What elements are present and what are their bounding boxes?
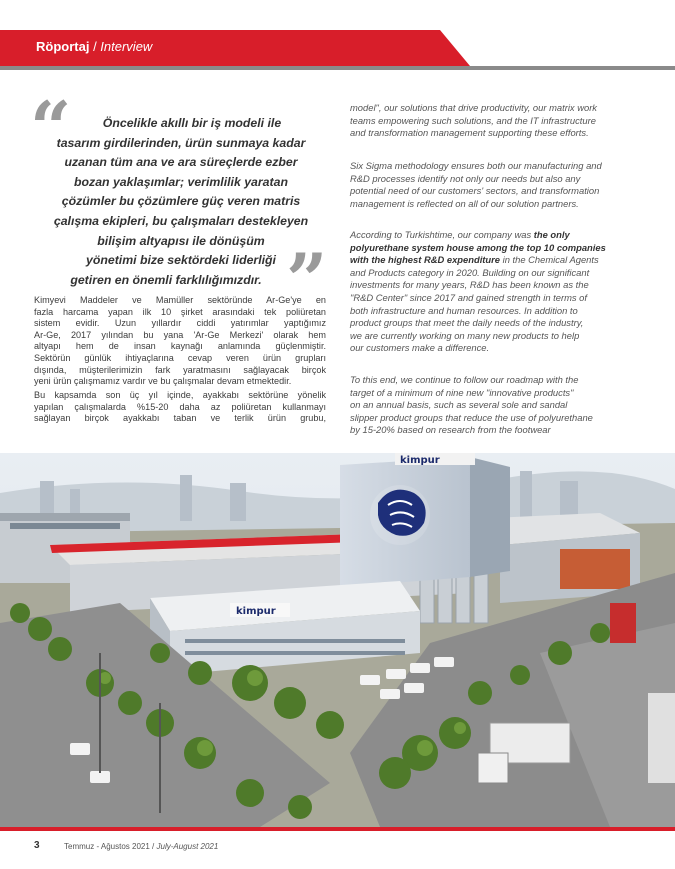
body-text: in the Chemical Agents [500,254,599,266]
body-line: Kimyevi Maddeler ve Mamüller sektöründe Ar-Ge'ye en [34,295,326,305]
body-line: potential need of our customers' sectors, and transformation [350,185,600,197]
pull-quote-line: uzanan tüm ana ve ara süreçlerde ezber [64,155,298,170]
body-line: To this end, we continue to follow our roadmap with the [350,374,579,385]
issue-date-tr: Temmuz - Ağustos 2021 [64,842,150,851]
body-paragraph-tr-1 [34,295,326,388]
body-line: both infrastructure and human resources. In addition to [350,304,578,316]
body-line: fazla harcama yapan ilk 10 şirket arasındaki tek poliüretan [34,306,326,317]
header-rule [0,66,675,70]
body-line: R&D processes identify not only our needs but also any [350,172,581,184]
body-line: Sektörün günlük ihtiyaçlarına cevap veren ürün grupları [34,352,326,363]
front-sign-text: kimpur [236,606,276,617]
body-line: altyapı hem de insan kaynağı anlamında güçlenmiştir. [34,341,326,352]
section-header [0,30,675,66]
body-line: we are currently working on many new products to help [350,329,580,341]
pull-quote-line: çalışma ekipleri, bu çalışmaları destekleyen [53,213,309,228]
body-line: and transformation management supporting these efforts. [350,127,589,139]
body-line: yapılan çalışmalarda %15-20 daha az poliüretan kullanmayı [34,401,326,412]
factory-aerial-photo [0,453,675,827]
body-line: teams empowering such solutions, and the IT infrastructure [350,114,596,126]
body-paragraph-en-2 [350,160,642,210]
pull-quote [36,114,326,290]
issue-separator: / [149,842,157,851]
pull-quote-line: bilişim altyapısı ile dönüşüm [97,233,265,248]
highlight-text: with the highest R&D expenditure [350,254,501,266]
body-line: and Products category in 2020. Building on our significant [350,266,590,278]
page-number: 3 [34,840,40,851]
pull-quote-line: bozan yaklaşımlar; verimlilik yaratan [74,174,288,189]
body-line [350,229,642,242]
highlight-text: the only [533,229,570,240]
body-line: investments for many years, R&D has been known as the [350,279,589,291]
issue-date [64,842,218,851]
body-line: target of a minimum of nine new "innovative products" [350,386,574,398]
body-line: dışında, müşterilerimizin fark yaratmasını sağlayacak birçok [34,364,326,375]
section-separator: / [89,39,101,54]
body-line: Bu kapsamda son üç yıl içinde, ayakkabı sektörüne yönelik [34,390,326,400]
section-label-en: Interview [100,39,153,54]
body-line: "R&D Center" since 2017 and gained strength in terms of [350,291,587,303]
open-quote-icon: “ [30,85,72,170]
body-line [350,242,642,255]
section-label: Röportaj [36,39,90,54]
body-line: our customers make a difference. [350,342,490,354]
body-paragraph-en-3 [350,229,642,355]
close-quote-icon: ” [286,237,328,322]
body-line: Ar-Ge, 2017 yılından bu yana 'Ar-Ge Merkezi' olarak hem [34,329,326,340]
body-line: sağlayan birçok ayakkabı taban ve terlik ürün grubu, [34,413,326,424]
lion-logo-icon [370,485,430,545]
pull-quote-line: getiren en önemli farklılığımızdır. [70,272,262,287]
body-line: product groups that meet the daily needs of the industry, [350,317,584,329]
pull-quote-line: çözümler bu çözümlere güç veren matris [61,194,301,209]
body-line: slipper product groups that reduce the use of polyurethane [350,411,593,423]
footer-accent-bar [0,827,675,831]
pull-quote-line: tasarım girdilerinden, ürün sunmaya kadar [56,135,306,150]
body-line: yeni ürün çalışmamız vardır ve bu çalışmalar devam etmektedir. [34,376,292,387]
tower-sign-text: kimpur [400,455,440,466]
body-paragraph-en-4 [350,374,642,437]
body-line [350,254,642,267]
highlight-text: polyurethane system house among the top 10 companies [350,241,606,253]
body-line: Six Sigma methodology ensures both our manufacturing and [350,160,602,171]
body-line: on an annual basis, such as several sole and sandal [350,399,568,411]
body-line: management is reflected on all of our solution partners. [350,197,579,209]
body-line: model", our solutions that drive productivity, our matrix work [350,102,597,113]
section-title [36,39,152,54]
pull-quote-line: yönetimi bize sektördeki liderliği [86,253,276,268]
body-line: sistem evidir. Uzun yıllardır ciddi yatırımlar yaptığımız [34,318,326,329]
body-line: by 15-20% based on research from the footwear [350,424,551,436]
body-paragraph-en-1 [350,102,642,140]
issue-date-en: July-August 2021 [156,842,219,851]
body-paragraph-tr-2 [34,390,326,425]
pull-quote-line: Öncelikle akıllı bir iş modeli ile [102,116,282,130]
body-text: According to Turkishtime, our company was [350,229,534,240]
